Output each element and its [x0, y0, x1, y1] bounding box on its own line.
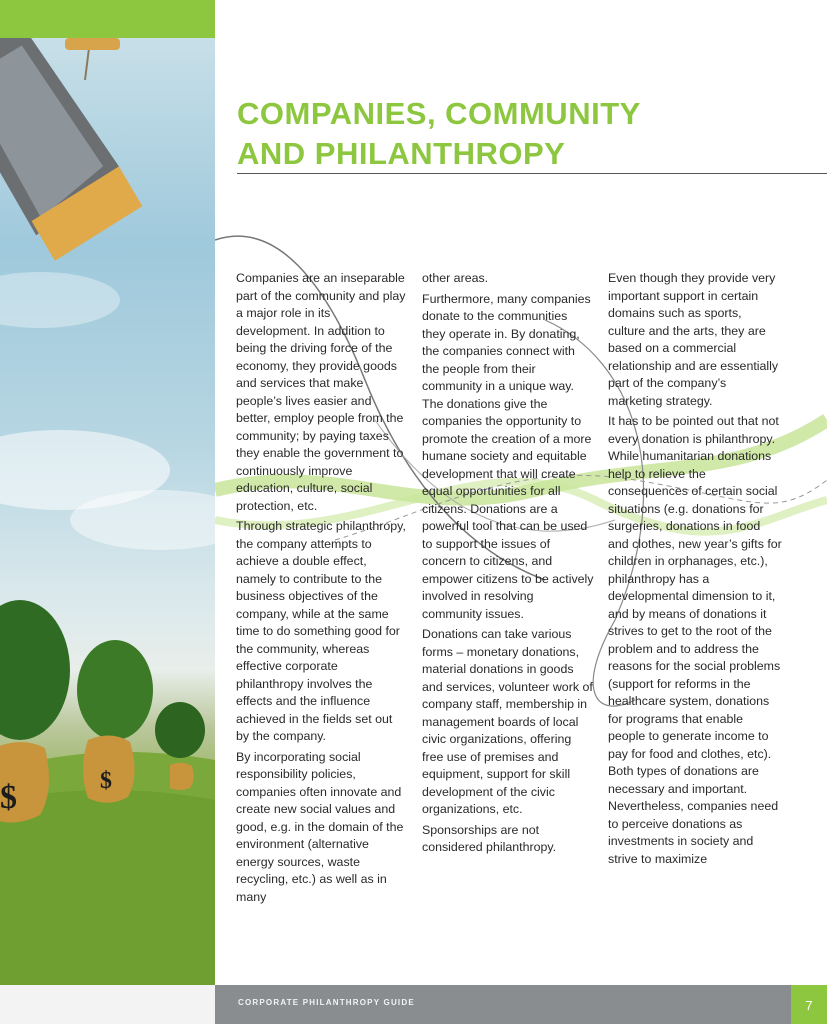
top-accent-bar [0, 0, 215, 38]
paragraph: Through strategic philanthropy, the company attempts to achieve a double effect, namely to contribute to the business objectives of the company, while at the same time to do something good for the community, whereas effective corporate philanthropy involves the effects and the influence achieved in the fields set out by the company. [236, 519, 406, 743]
footer-label: CORPORATE PHILANTHROPY GUIDE [238, 998, 415, 1007]
text-column-1 [236, 270, 408, 909]
paragraph: Even though they provide very important support in certain domains such as sports, culture and the arts, they are based on a commercial relationship and are essentially part of the company’s marketing strategy. [608, 271, 779, 408]
cover-photo [0, 0, 215, 985]
paragraph: Donations can take various forms – monetary donations, material donations in goods and services, volunteer work of company staff, membership in management boards of local civic organizations, offering free use of premises and equipment, support for skill development of the civic organizations, etc. [422, 627, 593, 816]
footer-bar [215, 985, 827, 1024]
photo-illustration [0, 0, 215, 985]
title-line-1: COMPANIES, COMMUNITY [237, 96, 641, 131]
paragraph: By incorporating social responsibility policies, companies often innovate and create new social values and good, e.g. in the domain of the environment (alternative energy sources, waste recycling, etc.) as well as in many [236, 749, 404, 904]
paragraph: It has to be pointed out that not every donation is philanthropy. While humanitarian donations help to relieve the consequences of certain social situations (e.g. donations for surgeries, donations in food and clothes, new year’s gifts for children in orphanages, etc.), philanthropy has a developmental dimension to it, and by means of donations it strives to get to the root of the problem and to address the reasons for the social problems (support for reforms in the healthcare system, donations for programs that enable people to generate income to pay for food and clothes, etc). Both types of donations are necessary and important. Nevertheless, companies need to perceive donations as investments in society and strive to maximize [608, 414, 782, 866]
money-bag-icon [170, 763, 194, 790]
money-bag-icon [83, 735, 135, 802]
svg-text:$: $ [100, 768, 112, 794]
paragraph: Companies are an inseparable part of the community and play a major role in its development. In addition to being the driving force of the economy, they provide goods and services that make people’s lives easier and better, employ people from the community; by paying taxes they enable the government to continuously improve education, culture, social protection, etc. [236, 271, 406, 513]
footer-left-strip [0, 985, 215, 1024]
paragraph: Sponsorships are not considered philanthropy. [422, 822, 557, 854]
svg-text:$: $ [0, 779, 17, 816]
text-column-2 [422, 270, 594, 860]
money-bag-icon [0, 742, 49, 823]
title-line-2: AND PHILANTHROPY [237, 136, 566, 171]
text-column-3 [608, 270, 782, 871]
page-number: 7 [791, 985, 827, 1024]
page-title [237, 94, 641, 174]
paragraph: other areas. [422, 271, 489, 285]
paragraph: Furthermore, many companies donate to the communities they operate in. By donating, the companies connect with the people from their community in a unique way. The donations give the companies the opportunity to promote the creation of a more humane society and equitable development that will create equal opportunities for all citizens. Donations are a powerful tool that can be used to support the issues of concern to citizens, and empower citizens to be actively involved in resolving community issues. [422, 291, 594, 621]
title-divider [237, 173, 827, 174]
